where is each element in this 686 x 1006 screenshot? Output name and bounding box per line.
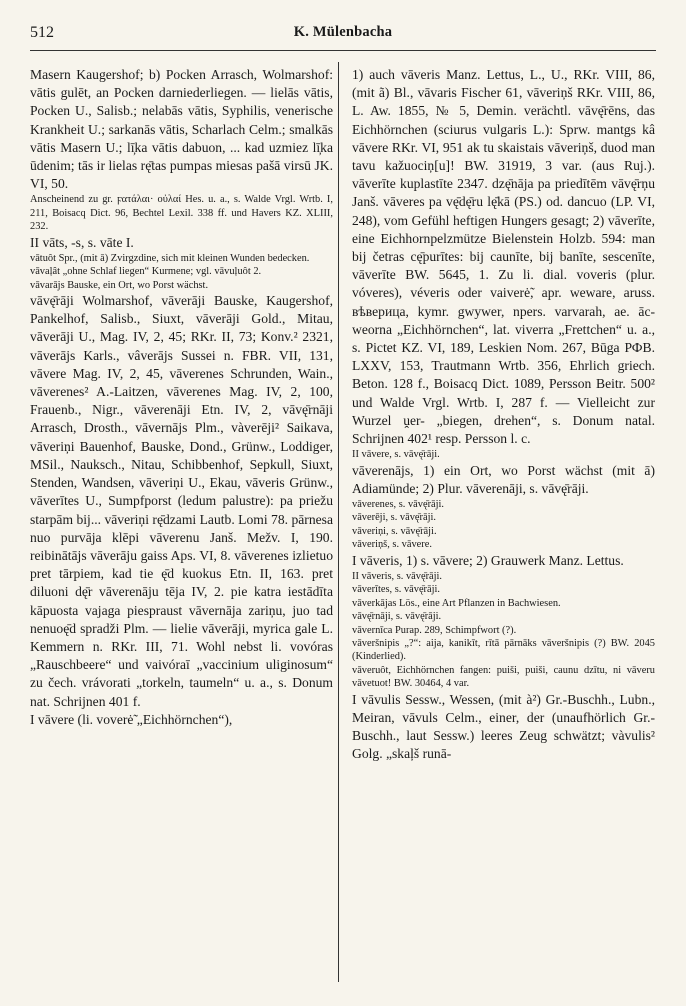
entry-text: II vāveris, s. vāvę̄rāji. (352, 570, 443, 582)
entry-text: vāveruôt, Eichhörnchen fangen: puiši, puiši, caunu dzītu, ni vāveru vāvetuot! BW. 30464, 4 var. (352, 664, 655, 690)
entry-text: vāverītes, s. vāvę̄rāji. (352, 584, 440, 596)
entry-text: vāverenājs, 1) ein Ort, wo Porst wächst (mit ā) Adiamünde; 2) Plur. vāverenāji, s. vāvę̄rāji. (352, 462, 655, 496)
entry-text: vāverkājas Lös., eine Art Pflanzen in Bachwiesen. (352, 597, 561, 609)
entry-text: II vāts, -s, s. vāte I. (30, 234, 134, 250)
entry-text: vāvę̄rnāji, s. vāvę̄rāji. (352, 611, 442, 623)
entry-text: vāvę̄rāji Wolmarshof, vāverāji Bauske, Kaugershof, Pankelhof, Salisb., Siuxt, vāverāji Gold., Mitau, vāverāji U., Mag. IV, 2, 45; RKr. II, 73; Konv.² 2321, vāverājs Karls., vâverājs Sussei n. FBR. VII, 131, vāvere Mag. IV, 2, 45, vāverenes Schrunden, Wain., vāverenes² A.-Laitzen, vāverenes Mag. IV, 2, 100, Frauenb., Nigr., vāverenāji Etn. IV, 2, vāvę̄rnāji Arrasch, Drosth., vāvernājs Plm., vàverēji² Saikava, vāveriņi Bauenhof, Bauske, Dond., Grünw., Loddiger, MSil., Nauksch., Nitau, Schibbenhof, Sepkull, Siuxt, Stenden, Wandsen, vāveriņi U., Ekau, vāveris Grünw., vāverītes U., Sumpfporst (ledum palustre): pa priežu starpām bij... vāveriņi rę̄dzami Lautb. Lomi 78. pārnesa nuo purvāja klēpi vāverenu Janš. Mežv. I, 190. reibinātājs vāverāju gaiss Aps. VI, 8. vāverenes izlietuo pret tārpiem, kad tie ę̄d kuokus Etn. II, 163. pret diluoni dę̄r vāverenāju tēja IV, 2. pie katra iestādīta kāpuosta vajaga piespraust vāvernāja zariņu, juo tad nenuoę̄d spradži Plm. — lielie vāverāji, myrica gale L. Kemmern n. RKr. III, 71. Wohl nebst li. vovóras „Rauschbeere“ und vaivóraī „vaccinium uliginosum“ zu čech. vrávorati „torkeln, taumeln“ u. a., s. Donum nat. Schrijnen 401 f. (30, 293, 333, 709)
entry-text: vāveršnipis „?“: aija, kanikīt, rītā pārnāks vāveršnipis (?) BW. 2045 (Kinderlied). (352, 637, 655, 663)
entry-text: vāvernīca Purap. 289, Schimpfwort (?). (352, 624, 517, 636)
entry-text: I vāveris, 1) s. vāvere; 2) Grauwerk Manz. Lettus. (352, 552, 624, 568)
right-column (352, 66, 655, 763)
left-column (30, 66, 333, 729)
entry-text: vātuôt Spr., (mit ā) Zvirgzdine, sich mit kleinen Wunden bedecken. (30, 252, 310, 264)
column-divider (338, 62, 339, 982)
entry-text: I vāvere (li. voverė̃ „Eichhörnchen“), (30, 711, 233, 727)
entry-text: Masern Kaugershof; b) Pocken Arrasch, Wolmarshof: vātis gulēt, an Pocken darniederliegen. — lielās vātis, Pocken U., Salisb.; nelabās vātis, Syphilis, venerische Krankheit U.; sarkanās vātis, Scharlach Celm.; smalkās vātis Masern U.; lī̦ka vātis dabuon, ... kad uzmiez lī̦ka ūdenim; tās ir lielas rę̄tas pumpas miesas pašā virsū JK. VI, 50. (30, 67, 333, 192)
page-header (30, 24, 656, 48)
entry-text: vāveriņš, s. vāvere. (352, 539, 432, 551)
entry-text: vāverenes, s. vāvę̄rāji. (352, 499, 445, 511)
page-number: 512 (30, 24, 54, 41)
header-rule (30, 50, 656, 51)
entry-text: vāveriņi, s. vāvę̄rāji. (352, 525, 437, 537)
entry-text: I vāvulis Sessw., Wessen, (mit à²) Gr.-Buschh., Lubn., Meiran, vāvuls Celm., einer, der (unaufhörlich Gr.-Buschh., laut Sessw.) leeres Zeug schwätzt; vàvulis² Golg. „skaļš runā- (352, 691, 655, 762)
entry-text: vāverēji, s. vāvę̄rāji. (352, 512, 436, 524)
running-title: K. Mülenbacha (293, 24, 393, 40)
entry-text: 1) auch vāveris Manz. Lettus, L., U., RKr. VIII, 86, (mit ã) Bl., vāvaris Fischer 61, vāveriņš RKr. VIII, 86, L. Aw. 1855, № 5, Demin. verächtl. vāvę̄rēns, das Eichhörnchen (sciurus vulgaris L.): Sprw. mantgs kâ vāvere RKr. VI, 951 ak tu skaistais vāveriņš, duod man tavu kažuociņ[u]! BW. 31919, 3 var. (aus Ruj.). vāverīte kuplastīte 2347. dzę̄nāja pa priedītēm vāvę̄rņu Janš. vāveres pa vę̄dę̄ru lę̄kā (PS.) od. dancuo (LP. VI, 248), vom Gefühl heftigen Hungers gesagt; 2) vāverīte, eine Eichhornpelzmütze Bielenstein Holzb. 594: man bij četras cę̄purītes: bij caunīte, bij banīte, sescenīte, vāverīte BW. 5645, 1. Zu li. dial. voveris (plur. vóveres), véveris oder vaiverė̃, apr. weware, aruss. вѣверица, kymr. gwywer, npers. varvarah, ae. āc-weorna „Eichhörnchen“, lat. viverra „Frettchen“ u. a., s. Pictet KZ. VI, 189, Leskien Nom. 267, Būga РФВ. LXXV, 153, Trautmann Wrtb. 356, Ehrlich griech. Beton. 128 f., Boisacq Dict. 1089, Persson Beitr. 500² und Walde Vrgl. Wrtb. I, 287 f. — Vielleicht zur Wurzel ṷer- „biegen, drehen“, s. Donum natal. Schrijnen 402¹ resp. Persson l. c. (352, 67, 655, 447)
entry-text: vāvaļât „ohne Schlaf liegen“ Kurmene; vgl. vāvuļuôt 2. (30, 266, 262, 278)
etymology-note: Anscheinend zu gr. ϝατάλαι· οὐλαί Hes. u. a., s. Walde Vrgl. Wrtb. I, 211, Boisacq Dict. 96, Bechtel Lexil. 338 ff. und Havers KZ. XLIII, 232. (30, 194, 333, 233)
entry-text: II vāvere, s. vāvę̄rāji. (352, 449, 440, 461)
entry-text: vāvarājs Bauske, ein Ort, wo Porst wächst. (30, 279, 209, 291)
